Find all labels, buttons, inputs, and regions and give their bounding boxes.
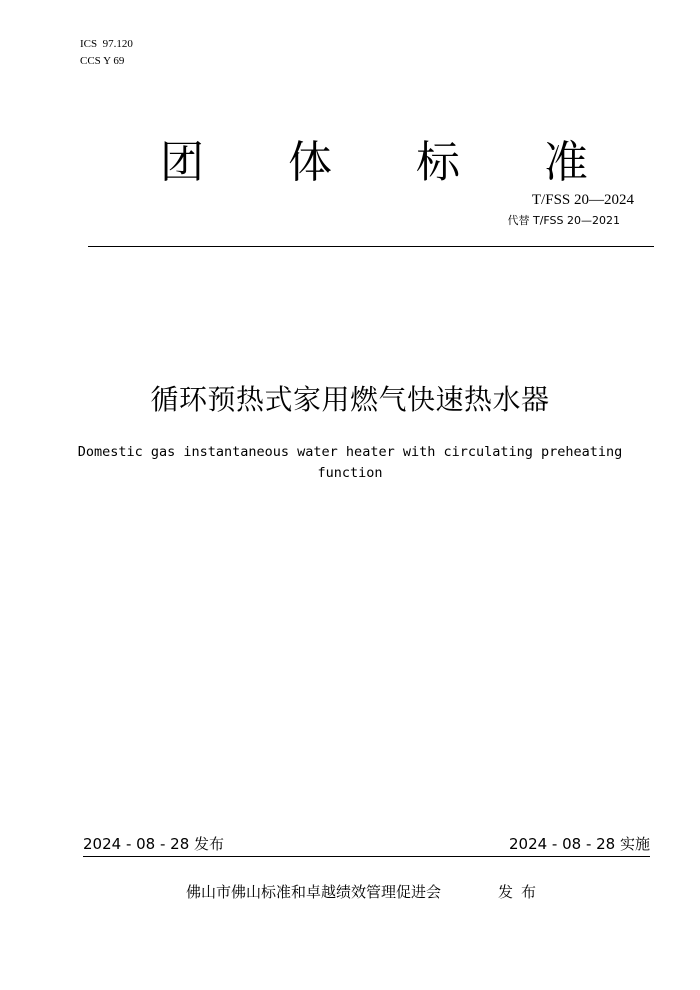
standard-type-char: 准: [544, 137, 588, 188]
classification-codes: [80, 36, 133, 70]
standard-type-heading: [0, 138, 700, 188]
title-english: Domestic gas instantaneous water heater with circulating preheating function: [77, 444, 623, 481]
publisher-name: 佛山市佛山标准和卓越绩效管理促进会: [186, 883, 442, 901]
ics-code: ICS 97.120: [80, 38, 133, 50]
header-divider: [88, 246, 654, 247]
replaces-standard: 代替 T/FSS 20—2021: [507, 214, 620, 227]
implementation-date: 2024 - 08 - 28 实施: [508, 835, 650, 853]
footer-divider: [83, 856, 650, 857]
ccs-code: CCS Y 69: [80, 55, 125, 67]
publish-label: 发布: [498, 883, 545, 901]
standard-number: T/FSS 20—2024: [531, 192, 634, 208]
title-chinese: 循环预热式家用燃气快速热水器: [150, 383, 550, 416]
standard-type-char: 体: [288, 137, 332, 188]
standard-type-char: 团: [160, 137, 204, 188]
issue-date: 2024 - 08 - 28 发布: [83, 835, 225, 853]
standard-type-char: 标: [416, 137, 460, 188]
